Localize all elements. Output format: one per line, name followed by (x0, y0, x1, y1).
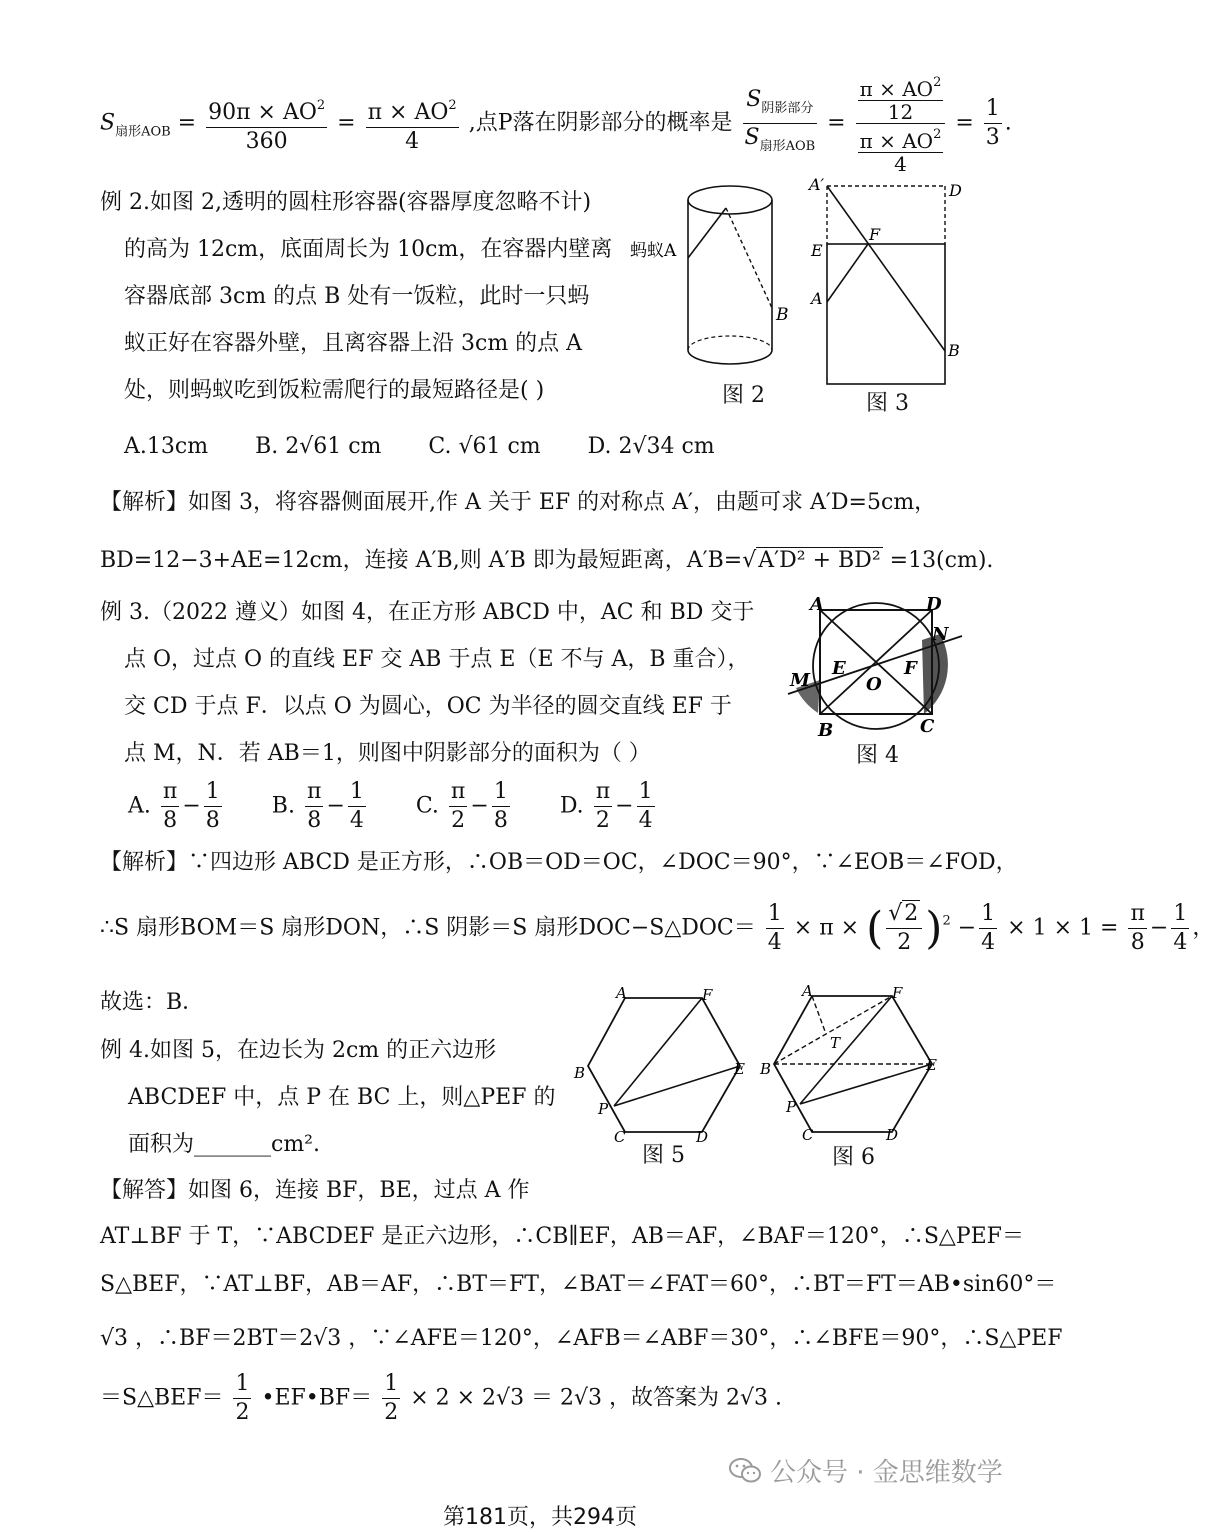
ex2-line-5: 处，则蚂蚁吃到饭粒需爬行的最短路径是( ) (124, 378, 545, 403)
ex4-line-1: 例 4.如图 5，在边长为 2cm 的正六边形 (100, 1038, 497, 1063)
wechat-icon (728, 1456, 762, 1486)
ex3-line-4: 点 M，N．若 AB＝1，则图中阴影部分的面积为（ ） (124, 741, 651, 766)
fig6-label-d: D (886, 1126, 899, 1144)
ex3-analysis-3: 故选：B． (100, 990, 205, 1015)
fig4-label-b: B (818, 720, 834, 741)
fig2-label-ant: 蚂蚁A (630, 241, 677, 261)
fig4-label-c: C (920, 716, 935, 737)
watermark-text: 公众号 · 金思维数学 (770, 1458, 1003, 1488)
ex3-analysis-2: ∴S 扇形BOM＝S 扇形DON，∴S 阴影＝S 扇形DOC−S△DOC＝ $\frac{1}{4}$ × π × ( $\frac{√2}{2}$ )$^2$ − $\frac{1}{4}$ × 1 × 1 = $\frac{\pi}{8}$ − $\frac{1}{4}$ ， (100, 901, 1214, 955)
formula-lhs-sub: 扇形AOB (115, 124, 171, 140)
ex4-answer-3: S△BEF，∵AT⊥BF，AB＝AF，∴BT＝FT，∠BAT＝∠FAT＝60°，∴BT＝FT＝AB•sin60°＝ (100, 1272, 1057, 1297)
ex4-answer-2: AT⊥BF 于 T，∵ABCDEF 是正六边形，∴CB∥EF，AB＝AF，∠BAF＝120°，∴S△PEF＝ (100, 1224, 1024, 1249)
ex2-options (124, 432, 755, 462)
ex2-analysis-1: 【解析】如图 3，将容器侧面展开,作 A 关于 EF 的对称点 A′，由题可求 A′D=5cm， (100, 490, 937, 515)
watermark (728, 1452, 1003, 1489)
fig4-label-e: E (832, 658, 846, 679)
fig3-caption: 图 3 (866, 391, 909, 416)
fig3-label-a: A (811, 289, 823, 308)
ex3-option-a: A. $\frac{\pi}{8}$ − $\frac{1}{8}$ (128, 779, 220, 833)
fig6-label-c: C (802, 1126, 814, 1144)
formula-compound-frac: $\frac{\frac{\pi \times AO^2}{12}}{\frac{\pi \times AO^2}{4}}$ (856, 72, 946, 175)
fig4-label-n: N (932, 624, 949, 645)
ex3-option-c: C. $\frac{\pi}{2}$ − $\frac{1}{8}$ (415, 779, 508, 833)
fig2-label-b: B (776, 305, 789, 325)
fig6-label-p: P (786, 1098, 797, 1116)
fig5-label-a: A (616, 984, 627, 1002)
fig4-label-m: M (790, 670, 810, 691)
fig3-label-e: E (811, 241, 823, 260)
formula-lhs: S (100, 110, 116, 136)
figure-5-hexagon (570, 984, 750, 1144)
ex2-analysis-2: BD=12−3+AE=12cm，连接 A′B,则 A′B 即为最短距离，A′B=√A′D² + BD² =13(cm). (100, 548, 994, 573)
fig5-label-e: E (734, 1060, 745, 1078)
fig4-caption: 图 4 (856, 743, 899, 768)
ex2-option-b: B. 2√61 cm (255, 434, 382, 459)
fig6-label-e: E (926, 1056, 937, 1074)
fig4-label-a: A (810, 594, 824, 615)
formula-frac-1: $\frac{90\pi \times AO^2}{360}$ (206, 92, 327, 156)
fig6-label-t: T (830, 1034, 841, 1052)
fig5-label-c: C (614, 1128, 626, 1146)
ex2-option-c: C. √61 cm (428, 434, 541, 459)
ex3-line-1: 例 3.（2022 遵义）如图 4，在正方形 ABCD 中，AC 和 BD 交于 (100, 600, 755, 625)
formula-ratio: $\frac{S_{阴影部分}}{S_{扇形AOB}}$ (744, 87, 816, 154)
formula-frac-2: $\frac{\pi \times AO^2}{4}$ (366, 92, 459, 156)
ex4-line-2: ABCDEF 中，点 P 在 BC 上，则△PEF 的 (128, 1085, 556, 1110)
fig5-caption: 图 5 (642, 1143, 685, 1168)
ex3-line-3: 交 CD 于点 F．以点 O 为圆心，OC 为半径的圆交直线 EF 于 (124, 694, 732, 719)
formula-text: ,点P落在阴影部分的概率是 (468, 110, 733, 136)
ex3-line-2: 点 O，过点 O 的直线 EF 交 AB 于点 E（E 不与 A，B 重合）， (124, 647, 750, 672)
figure-2-cylinder (630, 178, 790, 408)
fig3-label-b: B (948, 341, 960, 360)
ex4-answer-5: ＝S△BEF＝ $\frac{1}{2}$ •EF•BF＝ $\frac{1}{2}$ × 2 × 2√3 ＝ 2√3 ，故答案为 2√3 . (100, 1371, 783, 1425)
ex3-options (128, 778, 698, 835)
ex2-line-4: 蚁正好在容器外壁，且离容器上沿 3cm 的点 A (124, 331, 583, 356)
fig5-label-d: D (696, 1128, 709, 1146)
figure-3-unrolled (805, 176, 975, 390)
ex2-option-d: D. 2√34 cm (587, 434, 715, 459)
page-footer: 第181页，共294页 (443, 1505, 637, 1530)
fig5-label-p: P (598, 1100, 609, 1118)
ex2-line-1: 例 2.如图 2,透明的圆柱形容器(容器厚度忽略不计) (100, 190, 592, 215)
figure-6-hexagon (760, 982, 950, 1142)
fig6-label-b: B (760, 1060, 772, 1078)
fig6-caption: 图 6 (832, 1145, 875, 1170)
ex2-line-2: 的高为 12cm，底面周长为 10cm，在容器内壁离 (124, 237, 613, 262)
fig3-label-a-prime: A′ (809, 175, 825, 194)
ex4-answer-4: √3 ，∴BF＝2BT＝2√3 ，∵∠AFE＝120°，∠AFB＝∠ABF＝30°，∴∠BFE＝90°，∴S△PEF (100, 1326, 1063, 1351)
ex4-line-3: 面积为_______cm². (128, 1132, 320, 1157)
ex2-line-3: 容器底部 3cm 的点 B 处有一饭粒，此时一只蚂 (124, 284, 590, 309)
fig6-label-a: A (802, 982, 813, 1000)
ex3-option-b: B. $\frac{\pi}{8}$ − $\frac{1}{4}$ (271, 779, 364, 833)
figure-4-square-circle (782, 596, 972, 741)
fig3-label-f: F (869, 225, 881, 244)
ex3-analysis-1: 【解析】∵四边形 ABCD 是正方形，∴OB＝OD＝OC，∠DOC＝90°，∵∠EOB＝∠FOD， (100, 850, 1018, 875)
fig4-label-f: F (904, 658, 917, 679)
ex2-option-a: A.13cm (124, 434, 209, 459)
top-formula: $S_{扇形AOB}$ = $\frac{90\pi \times AO^2}{360}$ = $\frac{\pi \times AO^2}{4}$ ,点P落在阴影部分的概率是 $\frac{S_{阴影部分}}{S_{扇形AOB}}$ = $\frac{\frac{\pi \times AO^2}{12}}{\frac{\pi \times AO^2}{4}}$ = $\frac{1}{3}$ . (100, 72, 1012, 175)
fig6-label-f: F (892, 984, 903, 1002)
fig5-label-b: B (574, 1064, 586, 1082)
ex4-answer-1: 【解答】如图 6，连接 BF，BE，过点 A 作 (100, 1178, 530, 1203)
fig3-label-d: D (949, 181, 962, 200)
fig4-label-o: O (866, 674, 882, 695)
formula-result: $\frac{1}{3}$ (985, 96, 1000, 150)
fig4-label-d: D (926, 594, 942, 615)
fig2-caption: 图 2 (722, 383, 765, 408)
ex3-option-d: D. $\frac{\pi}{2}$ − $\frac{1}{4}$ (559, 779, 653, 833)
fig5-label-f: F (702, 986, 713, 1004)
